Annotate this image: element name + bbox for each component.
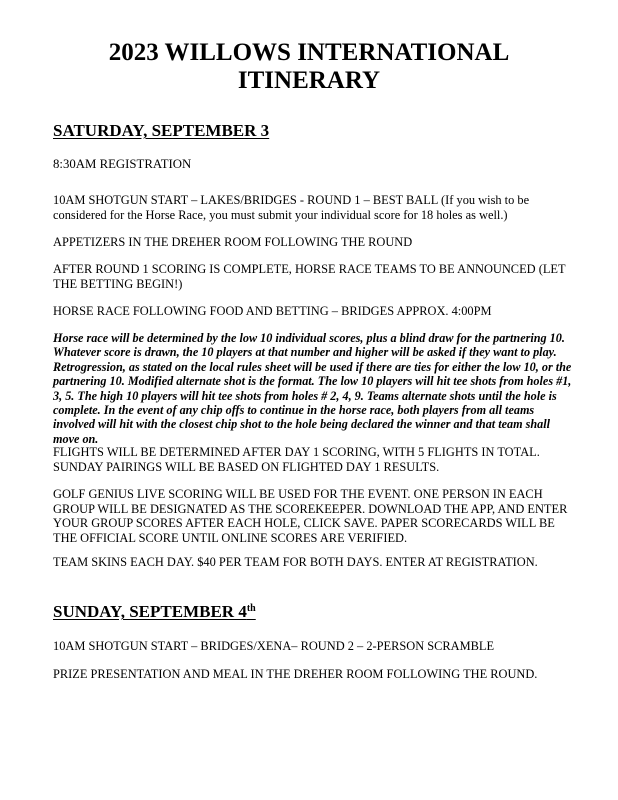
saturday-flights: FLIGHTS WILL BE DETERMINED AFTER DAY 1 SCORING, WITH 5 FLIGHTS IN TOTAL. SUNDAY PAIRINGS WILL BE BASED ON FLIGHTED DAY 1 RESULTS.: [53, 445, 540, 474]
sunday-heading: [53, 602, 256, 622]
horse-race-rules: Horse race will be determined by the low 10 individual scores, plus a blind draw for the partnering 10. Whatever score is drawn, the 10 players at that number and higher will be asked if they want to play. Retrogression, as stated on the local rules sheet will be used if there are ties for either the low 10, or the partnering 10. Modified alternate shot is the format. The low 10 players will hit tee shots from holes #1, 3, 5. The high 10 players will hit tee shots from holes # 2, 4, 9. Teams alternate shots until the hole is complete. In the event of any chip offs to continue in the horse race, both players from all teams involved will hit with the closest chip shot to the hole being declared the winner and that team shall move on.: [53, 331, 572, 446]
saturday-round1-start: 10AM SHOTGUN START – LAKES/BRIDGES - ROUND 1 – BEST BALL (If you wish to be considered for the Horse Race, you must submit your individual score for 18 holes as well.): [53, 193, 530, 222]
sunday-prize-presentation: PRIZE PRESENTATION AND MEAL IN THE DREHER ROOM FOLLOWING THE ROUND.: [53, 667, 538, 681]
sunday-round2-start: 10AM SHOTGUN START – BRIDGES/XENA– ROUND 2 – 2-PERSON SCRAMBLE: [53, 639, 495, 653]
saturday-appetizers: APPETIZERS IN THE DREHER ROOM FOLLOWING THE ROUND: [53, 235, 413, 249]
sunday-heading-ordinal: th: [246, 603, 256, 614]
saturday-horse-race-teams: AFTER ROUND 1 SCORING IS COMPLETE, HORSE RACE TEAMS TO BE ANNOUNCED (LET THE BETTING BEGIN!): [53, 262, 566, 291]
saturday-horse-race-time: HORSE RACE FOLLOWING FOOD AND BETTING – BRIDGES APPROX. 4:00PM: [53, 304, 492, 318]
document-title-line-1: 2023 WILLOWS INTERNATIONAL: [108, 39, 510, 66]
sunday-heading-text: SUNDAY, SEPTEMBER 4: [53, 602, 247, 621]
saturday-team-skins: TEAM SKINS EACH DAY. $40 PER TEAM FOR BOTH DAYS. ENTER AT REGISTRATION.: [53, 555, 538, 569]
saturday-registration: 8:30AM REGISTRATION: [53, 157, 192, 171]
saturday-heading: SATURDAY, SEPTEMBER 3: [53, 121, 270, 140]
saturday-live-scoring: GOLF GENIUS LIVE SCORING WILL BE USED FOR THE EVENT. ONE PERSON IN EACH GROUP WILL BE DESIGNATED AS THE SCOREKEEPER. DOWNLOAD THE APP, AND ENTER YOUR GROUP SCORES AFTER EACH HOLE, CLICK SAVE. PAPER SCORECARDS WILL BE THE OFFICIAL SCORE UNTIL ONLINE SCORES ARE VERIFIED.: [53, 487, 568, 545]
document-title-line-2: ITINERARY: [237, 67, 381, 94]
